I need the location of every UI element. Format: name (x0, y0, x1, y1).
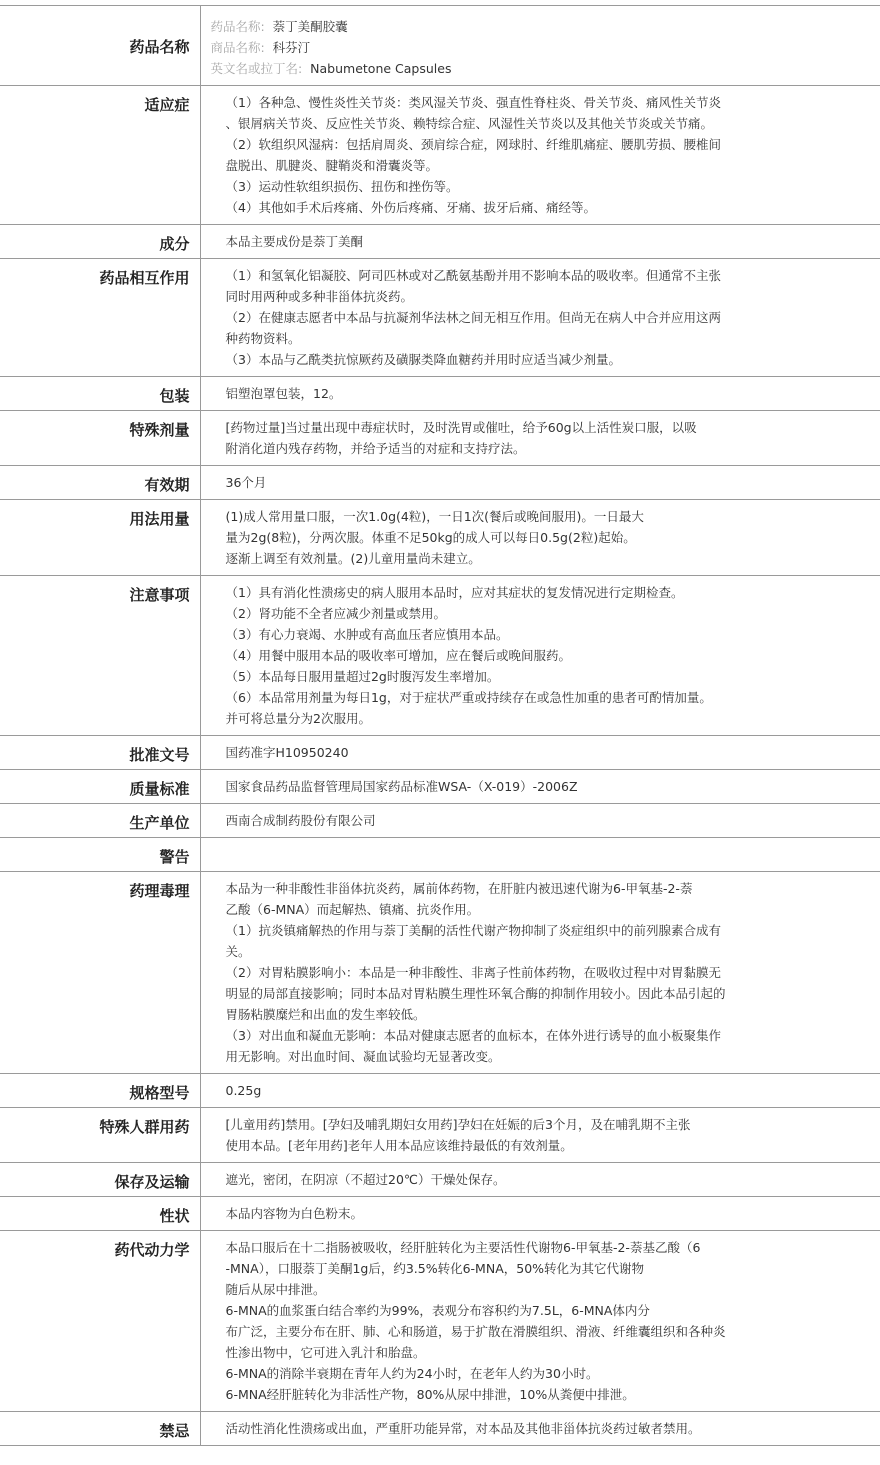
value-line: (1)成人常用量口服，一次1.0g(4粒)，一日1次(餐后或晚间服用)。一日最大 (225, 509, 644, 524)
info-row (0, 804, 880, 838)
value-line: 关。 (225, 944, 251, 959)
row-value (200, 1163, 880, 1197)
row-label: 规格型号 (0, 1074, 200, 1108)
value-line: 国药准字H10950240 (225, 745, 349, 760)
drug-info-body (0, 6, 880, 1446)
name-value: 科芬汀 (272, 40, 311, 55)
info-row (0, 576, 880, 736)
value-line: 随后从尿中排泄。 (225, 1282, 326, 1297)
info-row (0, 1074, 880, 1108)
row-value (200, 259, 880, 377)
row-label: 药品名称 (0, 6, 200, 86)
value-line: 西南合成制药股份有限公司 (225, 813, 376, 828)
value-line: （5）本品每日服用量超过2g时腹泻发生率增加。 (225, 669, 500, 684)
value-line: （3）运动性软组织损伤、扭伤和挫伤等。 (225, 179, 459, 194)
value-line: （6）本品常用剂量为每日1g，对于症状严重或持续存在或急性加重的患者可酌情加量。 (225, 690, 712, 705)
info-row (0, 259, 880, 377)
value-line: （2）对胃粘膜影响小：本品是一种非酸性、非离子性前体药物，在吸收过程中对胃黏膜无 (225, 965, 721, 980)
info-row (0, 1231, 880, 1412)
value-line: [儿童用药]禁用。[孕妇及哺乳期妇女用药]孕妇在妊娠的后3个月，及在哺乳期不主张 (225, 1117, 691, 1132)
row-value (200, 6, 880, 86)
value-line: 同时用两种或多种非甾体抗炎药。 (225, 289, 414, 304)
row-value (200, 466, 880, 500)
info-row (0, 86, 880, 225)
value-line: 附消化道内残存药物，并给予适当的对症和支持疗法。 (225, 441, 526, 456)
name-line (211, 37, 871, 58)
name-key: 药品名称: (210, 19, 265, 34)
value-line: 遮光，密闭，在阴凉（不超过20℃）干燥处保存。 (225, 1172, 506, 1187)
value-line: 铝塑泡罩包装，12。 (225, 386, 342, 401)
value-line: （1）抗炎镇痛解热的作用与萘丁美酮的活性代谢产物抑制了炎症组织中的前列腺素合成有 (225, 923, 721, 938)
info-row (0, 466, 880, 500)
value-line: 用无影响。对出血时间、凝血试验均无显著改变。 (225, 1049, 501, 1064)
row-drug-name (0, 6, 880, 86)
row-label: 生产单位 (0, 804, 200, 838)
info-row (0, 377, 880, 411)
value-line: 逐渐上调至有效剂量。(2)儿童用量尚未建立。 (225, 551, 481, 566)
row-value (200, 770, 880, 804)
row-label: 警告 (0, 838, 200, 872)
value-line: 本品为一种非酸性非甾体抗炎药，属前体药物，在肝脏内被迅速代谢为6-甲氧基-2-萘 (225, 881, 693, 896)
row-label: 有效期 (0, 466, 200, 500)
name-value: Nabumetone Capsules (310, 61, 452, 76)
value-line: （1）和氢氧化铝凝胶、阿司匹林或对乙酰氨基酚并用不影响本品的吸收率。但通常不主张 (225, 268, 721, 283)
value-line: （1）各种急、慢性炎性关节炎：类风湿关节炎、强直性脊柱炎、骨关节炎、痛风性关节炎 (225, 95, 721, 110)
value-line: （2）肾功能不全者应减少剂量或禁用。 (225, 606, 446, 621)
row-value (200, 500, 880, 576)
row-value (200, 1412, 880, 1446)
value-line: 并可将总量分为2次服用。 (225, 711, 371, 726)
value-line: 6-MNA经肝脏转化为非活性产物，80%从尿中排泄，10%从粪便中排泄。 (225, 1387, 635, 1402)
value-line: （1）具有消化性溃疡史的病人服用本品时，应对其症状的复发情况进行定期检查。 (225, 585, 684, 600)
row-label: 性状 (0, 1197, 200, 1231)
row-value (200, 576, 880, 736)
value-line: 布广泛，主要分布在肝、肺、心和肠道，易于扩散在滑膜组织、滑液、纤维囊组织和各种炎 (225, 1324, 726, 1339)
value-line: 种药物资料。 (225, 331, 301, 346)
row-value (200, 411, 880, 466)
info-row (0, 838, 880, 872)
value-line: （4）其他如手术后疼痛、外伤后疼痛、牙痛、拔牙后痛、痛经等。 (225, 200, 596, 215)
value-line: 乙酸（6-MNA）而起解热、镇痛、抗炎作用。 (225, 902, 480, 917)
row-value (200, 736, 880, 770)
info-row (0, 500, 880, 576)
value-line: （3）本品与乙酰类抗惊厥药及磺脲类降血糖药并用时应适当减少剂量。 (225, 352, 621, 367)
row-label: 用法用量 (0, 500, 200, 576)
row-value (200, 1197, 880, 1231)
drug-info-table (0, 5, 880, 1446)
info-row (0, 1108, 880, 1163)
value-line (226, 844, 871, 865)
value-line: [药物过量]当过量出现中毒症状时，及时洗胃或催吐，给予60g以上活性炭口服，以吸 (225, 420, 697, 435)
row-value (200, 872, 880, 1074)
value-line: 量为2g(8粒)，分两次服。体重不足50kg的成人可以每日0.5g(2粒)起始。 (225, 530, 636, 545)
row-label: 保存及运输 (0, 1163, 200, 1197)
value-line: 明显的局部直接影响；同时本品对胃粘膜生理性环氧合酶的抑制作用较小。因此本品引起的 (225, 986, 726, 1001)
value-line: 36个月 (225, 475, 267, 490)
row-label: 适应症 (0, 86, 200, 225)
name-line (211, 58, 871, 79)
row-label: 特殊剂量 (0, 411, 200, 466)
value-line: -MNA），口服萘丁美酮1g后，约3.5%转化6-MNA，50%转化为其它代谢物 (225, 1261, 645, 1276)
value-line: 胃肠粘膜糜烂和出血的发生率较低。 (225, 1007, 426, 1022)
row-value (200, 377, 880, 411)
row-label: 药品相互作用 (0, 259, 200, 377)
row-value (200, 225, 880, 259)
value-line: 本品口服后在十二指肠被吸收，经肝脏转化为主要活性代谢物6-甲氧基-2-萘基乙酸（6 (225, 1240, 701, 1255)
value-line: 本品主要成份是萘丁美酮 (225, 234, 364, 249)
info-row (0, 1197, 880, 1231)
value-line: 本品内容物为白色粉末。 (225, 1206, 364, 1221)
row-label: 包装 (0, 377, 200, 411)
name-key: 商品名称: (210, 40, 265, 55)
value-line: 6-MNA的血浆蛋白结合率约为99%，表观分布容积约为7.5L，6-MNA体内分 (225, 1303, 650, 1318)
name-key: 英文名或拉丁名: (210, 61, 303, 76)
name-line (211, 16, 871, 37)
value-line: （2）软组织风湿病：包括肩周炎、颈肩综合症，网球肘、纤维肌痛症、腰肌劳损、腰椎间 (225, 137, 721, 152)
row-label: 特殊人群用药 (0, 1108, 200, 1163)
value-line: 、银屑病关节炎、反应性关节炎、赖特综合症、风湿性关节炎以及其他关节炎或关节痛。 (225, 116, 714, 131)
value-line: 6-MNA的消除半衰期在青年人约为24小时，在老年人约为30小时。 (225, 1366, 599, 1381)
row-value (200, 1074, 880, 1108)
value-line: 盘脱出、肌腱炎、腱鞘炎和滑囊炎等。 (225, 158, 439, 173)
info-row (0, 736, 880, 770)
value-line: 使用本品。[老年用药]老年人用本品应该维持最低的有效剂量。 (225, 1138, 573, 1153)
row-value (200, 1108, 880, 1163)
row-value (200, 838, 880, 872)
row-label: 药代动力学 (0, 1231, 200, 1412)
info-row (0, 770, 880, 804)
value-line: 性渗出物中，它可进入乳汁和胎盘。 (225, 1345, 426, 1360)
row-label: 成分 (0, 225, 200, 259)
row-value (200, 1231, 880, 1412)
row-label: 注意事项 (0, 576, 200, 736)
row-label: 批准文号 (0, 736, 200, 770)
row-label: 质量标准 (0, 770, 200, 804)
info-row (0, 411, 880, 466)
value-line: （2）在健康志愿者中本品与抗凝剂华法林之间无相互作用。但尚无在病人中合并应用这两 (225, 310, 721, 325)
row-label: 禁忌 (0, 1412, 200, 1446)
info-row (0, 872, 880, 1074)
info-row (0, 225, 880, 259)
row-label: 药理毒理 (0, 872, 200, 1074)
value-line: （4）用餐中服用本品的吸收率可增加，应在餐后或晚间服药。 (225, 648, 571, 663)
info-row (0, 1412, 880, 1446)
value-line: （3）有心力衰竭、水肿或有高血压者应慎用本品。 (225, 627, 509, 642)
row-value (200, 804, 880, 838)
value-line: 活动性消化性溃疡或出血，严重肝功能异常，对本品及其他非甾体抗炎药过敏者禁用。 (225, 1421, 701, 1436)
value-line: 国家食品药品监督管理局国家药品标准WSA-（X-019）-2006Z (225, 779, 578, 794)
row-value (200, 86, 880, 225)
value-line: 0.25g (225, 1083, 262, 1098)
name-value: 萘丁美酮胶囊 (272, 19, 348, 34)
info-row (0, 1163, 880, 1197)
value-line: （3）对出血和凝血无影响：本品对健康志愿者的血标本，在体外进行诱导的血小板聚集作 (225, 1028, 721, 1043)
